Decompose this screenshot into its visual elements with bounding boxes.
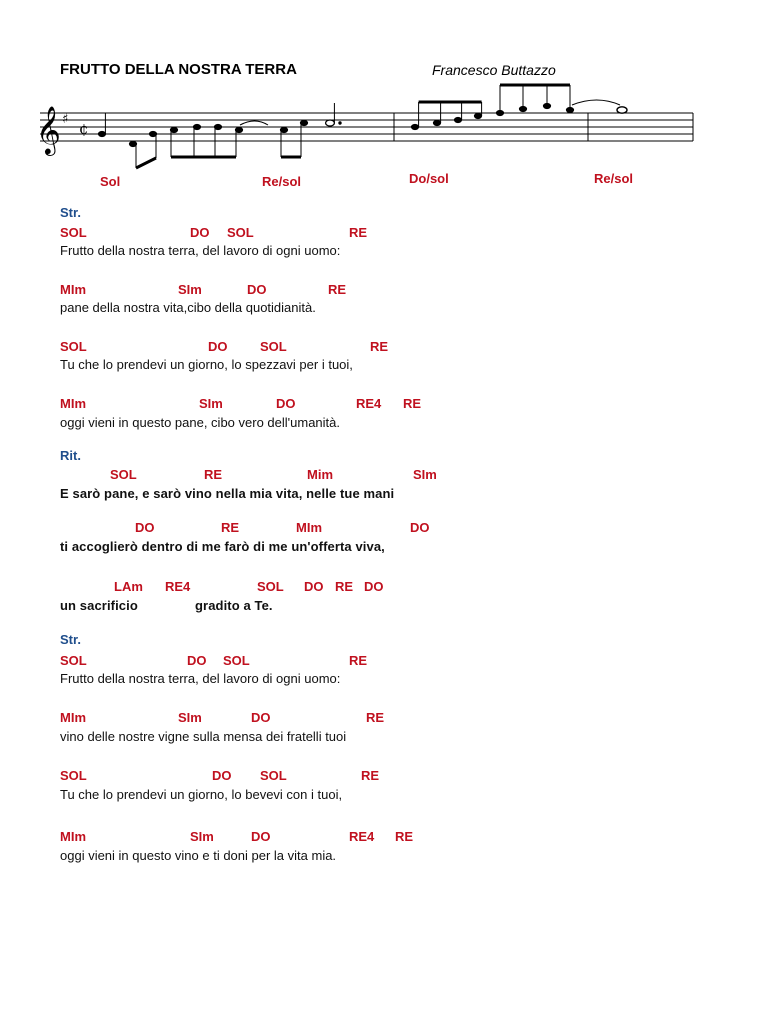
score-chord-4: Re/sol (594, 171, 634, 186)
lyric-line: vino delle nostre vigne sulla mensa dei fratelli tuoi (60, 729, 347, 744)
chord: SOL (60, 768, 87, 783)
chord: DO (276, 396, 296, 411)
music-score (0, 0, 768, 200)
chord: Mim (307, 467, 333, 482)
chord: RE (349, 653, 368, 668)
chord: RE4 (349, 829, 375, 844)
chord: DO (190, 225, 210, 240)
score-chord-3: Do/sol (409, 171, 449, 186)
chord: DO (212, 768, 232, 783)
key-signature-sharp: ♯ (62, 112, 69, 127)
chord: RE (403, 396, 422, 411)
lyric-line: oggi vieni in questo vino e ti doni per la vita mia. (60, 848, 337, 863)
chord: DO (251, 829, 271, 844)
chord: MIm (60, 710, 86, 725)
lyric-line: ti accoglierò dentro di me farò di me un'offerta viva, (60, 539, 385, 554)
chord: DO (410, 520, 430, 535)
song-title: FRUTTO DELLA NOSTRA TERRA (60, 61, 297, 78)
chord: SOL (260, 339, 287, 354)
chord: RE (370, 339, 389, 354)
lyric-line: E sarò pane, e sarò vino nella mia vita, nelle tue mani (60, 486, 395, 501)
score-chord-1: Sol (100, 174, 121, 189)
chord: SOL (110, 467, 137, 482)
chord: SOL (257, 579, 284, 594)
chord: RE (349, 225, 368, 240)
chord: RE (221, 520, 240, 535)
lyric-line: Tu che lo prendevi un giorno, lo bevevi con i tuoi, (60, 787, 343, 802)
chord: SOL (60, 653, 87, 668)
chord: RE (335, 579, 354, 594)
chord: MIm (296, 520, 322, 535)
chord: SOL (227, 225, 254, 240)
chord: RE (204, 467, 223, 482)
chord: RE4 (165, 579, 191, 594)
lyric-line: Tu che lo prendevi un giorno, lo spezzavi per i tuoi, (60, 357, 353, 372)
score-chord-2: Re/sol (262, 174, 302, 189)
chord: DO (251, 710, 271, 725)
chord: DO (187, 653, 207, 668)
chord: RE (366, 710, 385, 725)
chord: SOL (60, 339, 87, 354)
chord: SOL (60, 225, 87, 240)
chord: DO (304, 579, 324, 594)
chord: DO (135, 520, 155, 535)
chord: SOL (260, 768, 287, 783)
section-label-verse: Str. (60, 205, 81, 220)
chord: SIm (178, 710, 202, 725)
song-author: Francesco Buttazzo (432, 62, 556, 78)
treble-clef-icon: 𝄞 (36, 105, 61, 154)
chord: RE4 (356, 396, 382, 411)
lyric-line: un sacrificio (60, 598, 138, 613)
chord: DO (208, 339, 228, 354)
chord: SIm (178, 282, 202, 297)
chord: MIm (60, 282, 86, 297)
lyric-line: oggi vieni in questo pane, cibo vero dell'umanità. (60, 415, 340, 430)
chord: RE (395, 829, 414, 844)
lyric-line: Frutto della nostra terra, del lavoro di ogni uomo: (60, 243, 341, 258)
chord: RE (361, 768, 380, 783)
chord: RE (328, 282, 347, 297)
staff-lines (40, 113, 693, 141)
cut-time-symbol: ¢ (79, 120, 89, 138)
chord: SIm (413, 467, 437, 482)
chord: MIm (60, 829, 86, 844)
chord: SIm (190, 829, 214, 844)
lyric-line: pane della nostra vita,cibo della quotidianità. (60, 300, 316, 315)
chord: DO (247, 282, 267, 297)
chord: LAm (114, 579, 143, 594)
lyric-line: Frutto della nostra terra, del lavoro di ogni uomo: (60, 671, 341, 686)
chord: SIm (199, 396, 223, 411)
chord: SOL (223, 653, 250, 668)
section-label-refrain: Rit. (60, 448, 81, 463)
lyric-line: gradito a Te. (195, 598, 273, 613)
chord: DO (364, 579, 384, 594)
chord: MIm (60, 396, 86, 411)
section-label-verse: Str. (60, 632, 81, 647)
